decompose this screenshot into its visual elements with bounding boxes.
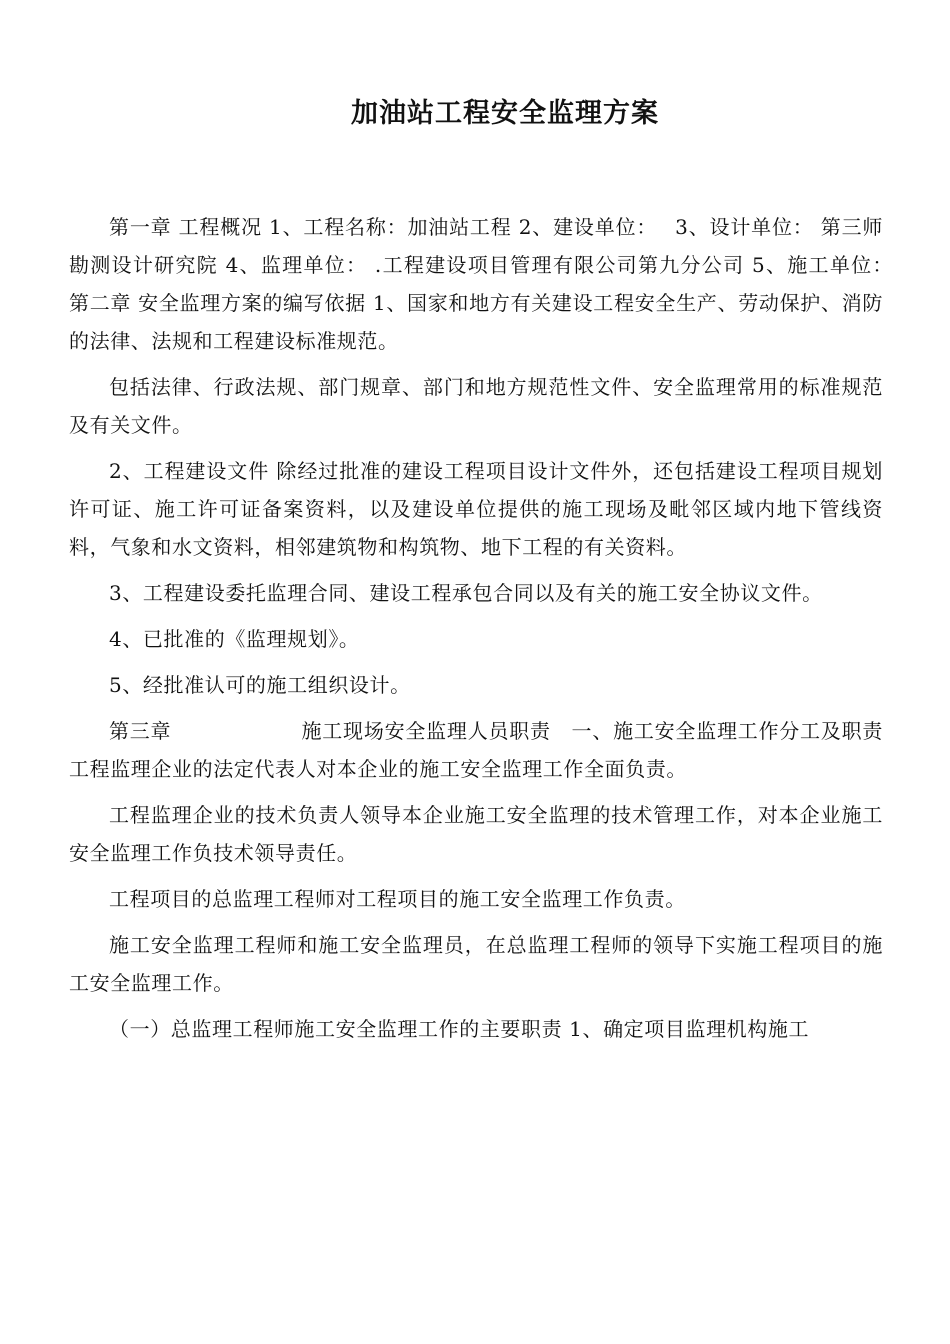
chapter3-label: 第三章 [109,719,172,743]
document-body [69,208,911,1056]
paragraph-chief-engineer: 工程项目的总监理工程师对工程项目的施工安全监理工作负责。 [109,887,686,911]
paragraph-chapter1: 第一章 工程概况 1、工程名称：加油站工程 2、建设单位： 3、设计单位： 第三师勘测设计研究院 4、监理单位： .工程建设项目管理有限公司第九分公司 5、施工单位： 第二章 安全监理方案的编写依据 1、国家和地方有关建设工程安全生产、劳动保护、消防的法律、法规和工程建设标准规范。 [69,215,911,353]
document-title: 加油站工程安全监理方案 [351,98,659,129]
paragraph-construction-documents: 2、工程建设文件 除经过批准的建设工程项目设计文件外，还包括建设工程项目规划许可证、施工许可证备案资料，以及建设单位提供的施工现场及毗邻区域内地下管线资料，气象和水文资料，相邻建筑物和构筑物、地下工程的有关资料。 [69,459,883,559]
paragraph-construction-design: 5、经批准认可的施工组织设计。 [109,673,411,697]
paragraph-duties-heading: （一）总监理工程师施工安全监理工作的主要职责 1、确定项目监理机构施工 [109,1017,810,1041]
paragraph-chapter3 [69,712,883,788]
paragraph-technical-lead: 工程监理企业的技术负责人领导本企业施工安全监理的技术管理工作，对本企业施工安全监理工作负技术领导责任。 [69,803,883,865]
chapter3-text: 施工现场安全监理人员职责 一、施工安全监理工作分工及职责 工程监理企业的法定代表人对本企业的施工安全监理工作全面负责。 [69,719,883,781]
paragraph-contracts: 3、工程建设委托监理合同、建设工程承包合同以及有关的施工安全协议文件。 [109,581,823,605]
paragraph-legal-basis: 包括法律、行政法规、部门规章、部门和地方规范性文件、安全监理常用的标准规范及有关文件。 [69,375,883,437]
paragraph-safety-engineers: 施工安全监理工程师和施工安全监理员，在总监理工程师的领导下实施工程项目的施工安全监理工作。 [69,933,883,995]
paragraph-approved-plan: 4、已批准的《监理规划》。 [109,627,360,651]
